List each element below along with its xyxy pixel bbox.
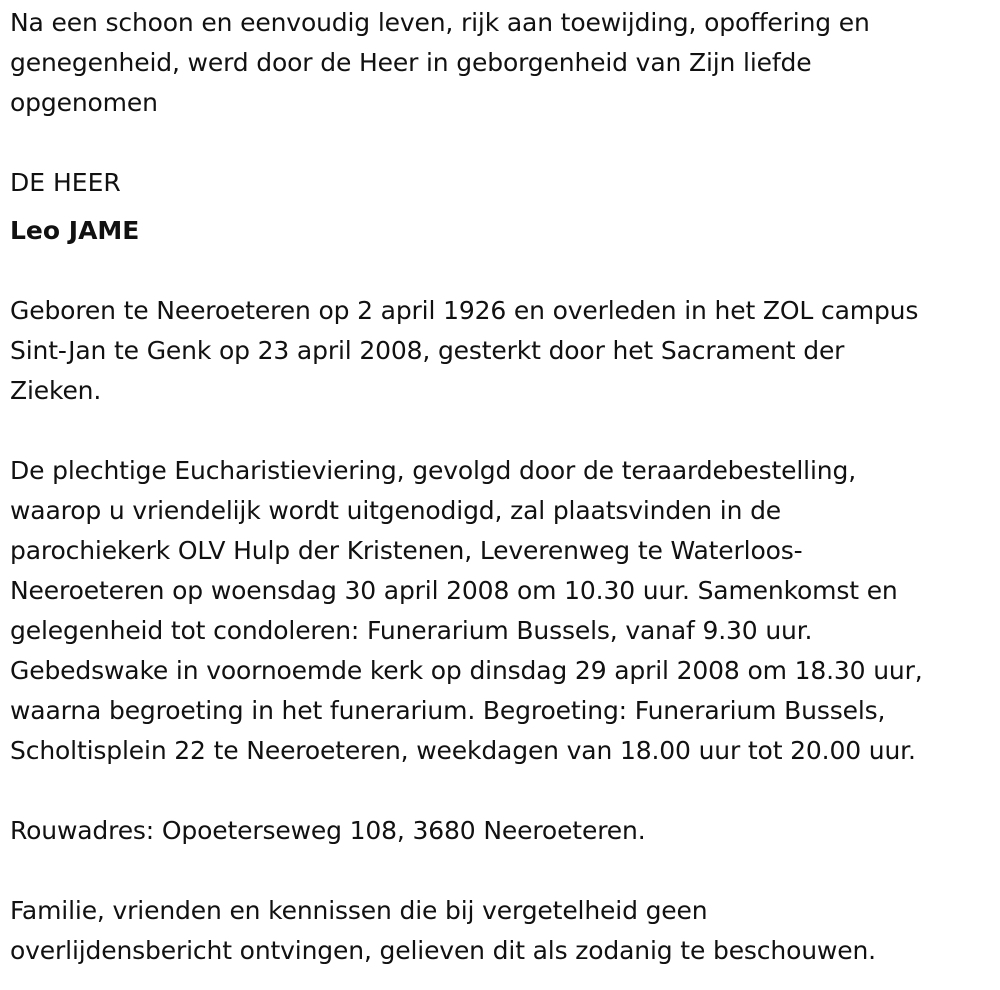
- ceremony-line: gelegenheid tot condoleren: Funerarium Bussels, vanaf 9.30 uur.: [10, 616, 813, 645]
- mourning-address: Rouwadres: Opoeterseweg 108, 3680 Neeroeteren.: [10, 816, 646, 845]
- obituary-notice: [10, 3, 995, 971]
- ceremony-line: waarna begroeting in het funerarium. Begroeting: Funerarium Bussels,: [10, 696, 886, 725]
- ceremony-line: Neeroeteren op woensdag 30 april 2008 om 10.30 uur. Samenkomst en: [10, 576, 898, 605]
- ceremony-line: parochiekerk OLV Hulp der Kristenen, Leverenweg te Waterloos-: [10, 536, 803, 565]
- birth-death-line: Sint-Jan te Genk op 23 april 2008, gesterkt door het Sacrament der: [10, 336, 845, 365]
- birth-death-paragraph: [10, 291, 995, 411]
- closing-paragraph: [10, 891, 995, 971]
- birth-death-line: Geboren te Neeroeteren op 2 april 1926 en overleden in het ZOL campus: [10, 296, 919, 325]
- closing-line: overlijdensbericht ontvingen, gelieven dit als zodanig te beschouwen.: [10, 936, 876, 965]
- intro-line: genegenheid, werd door de Heer in geborgenheid van Zijn liefde: [10, 48, 812, 77]
- ceremony-line: Scholtisplein 22 te Neeroeteren, weekdagen van 18.00 uur tot 20.00 uur.: [10, 736, 916, 765]
- ceremony-paragraph: [10, 451, 995, 771]
- ceremony-line: waarop u vriendelijk wordt uitgenodigd, zal plaatsvinden in de: [10, 496, 782, 525]
- intro-line: opgenomen: [10, 88, 158, 117]
- intro-line: Na een schoon en eenvoudig leven, rijk aan toewijding, opoffering en: [10, 8, 870, 37]
- birth-death-line: Zieken.: [10, 376, 102, 405]
- honorific-title: DE HEER: [10, 168, 121, 197]
- intro-paragraph: [10, 3, 995, 123]
- ceremony-line: Gebedswake in voornoemde kerk op dinsdag 29 april 2008 om 18.30 uur,: [10, 656, 923, 685]
- ceremony-line: De plechtige Eucharistieviering, gevolgd door de teraardebestelling,: [10, 456, 856, 485]
- closing-line: Familie, vrienden en kennissen die bij vergetelheid geen: [10, 896, 708, 925]
- deceased-name: Leo JAME: [10, 216, 140, 245]
